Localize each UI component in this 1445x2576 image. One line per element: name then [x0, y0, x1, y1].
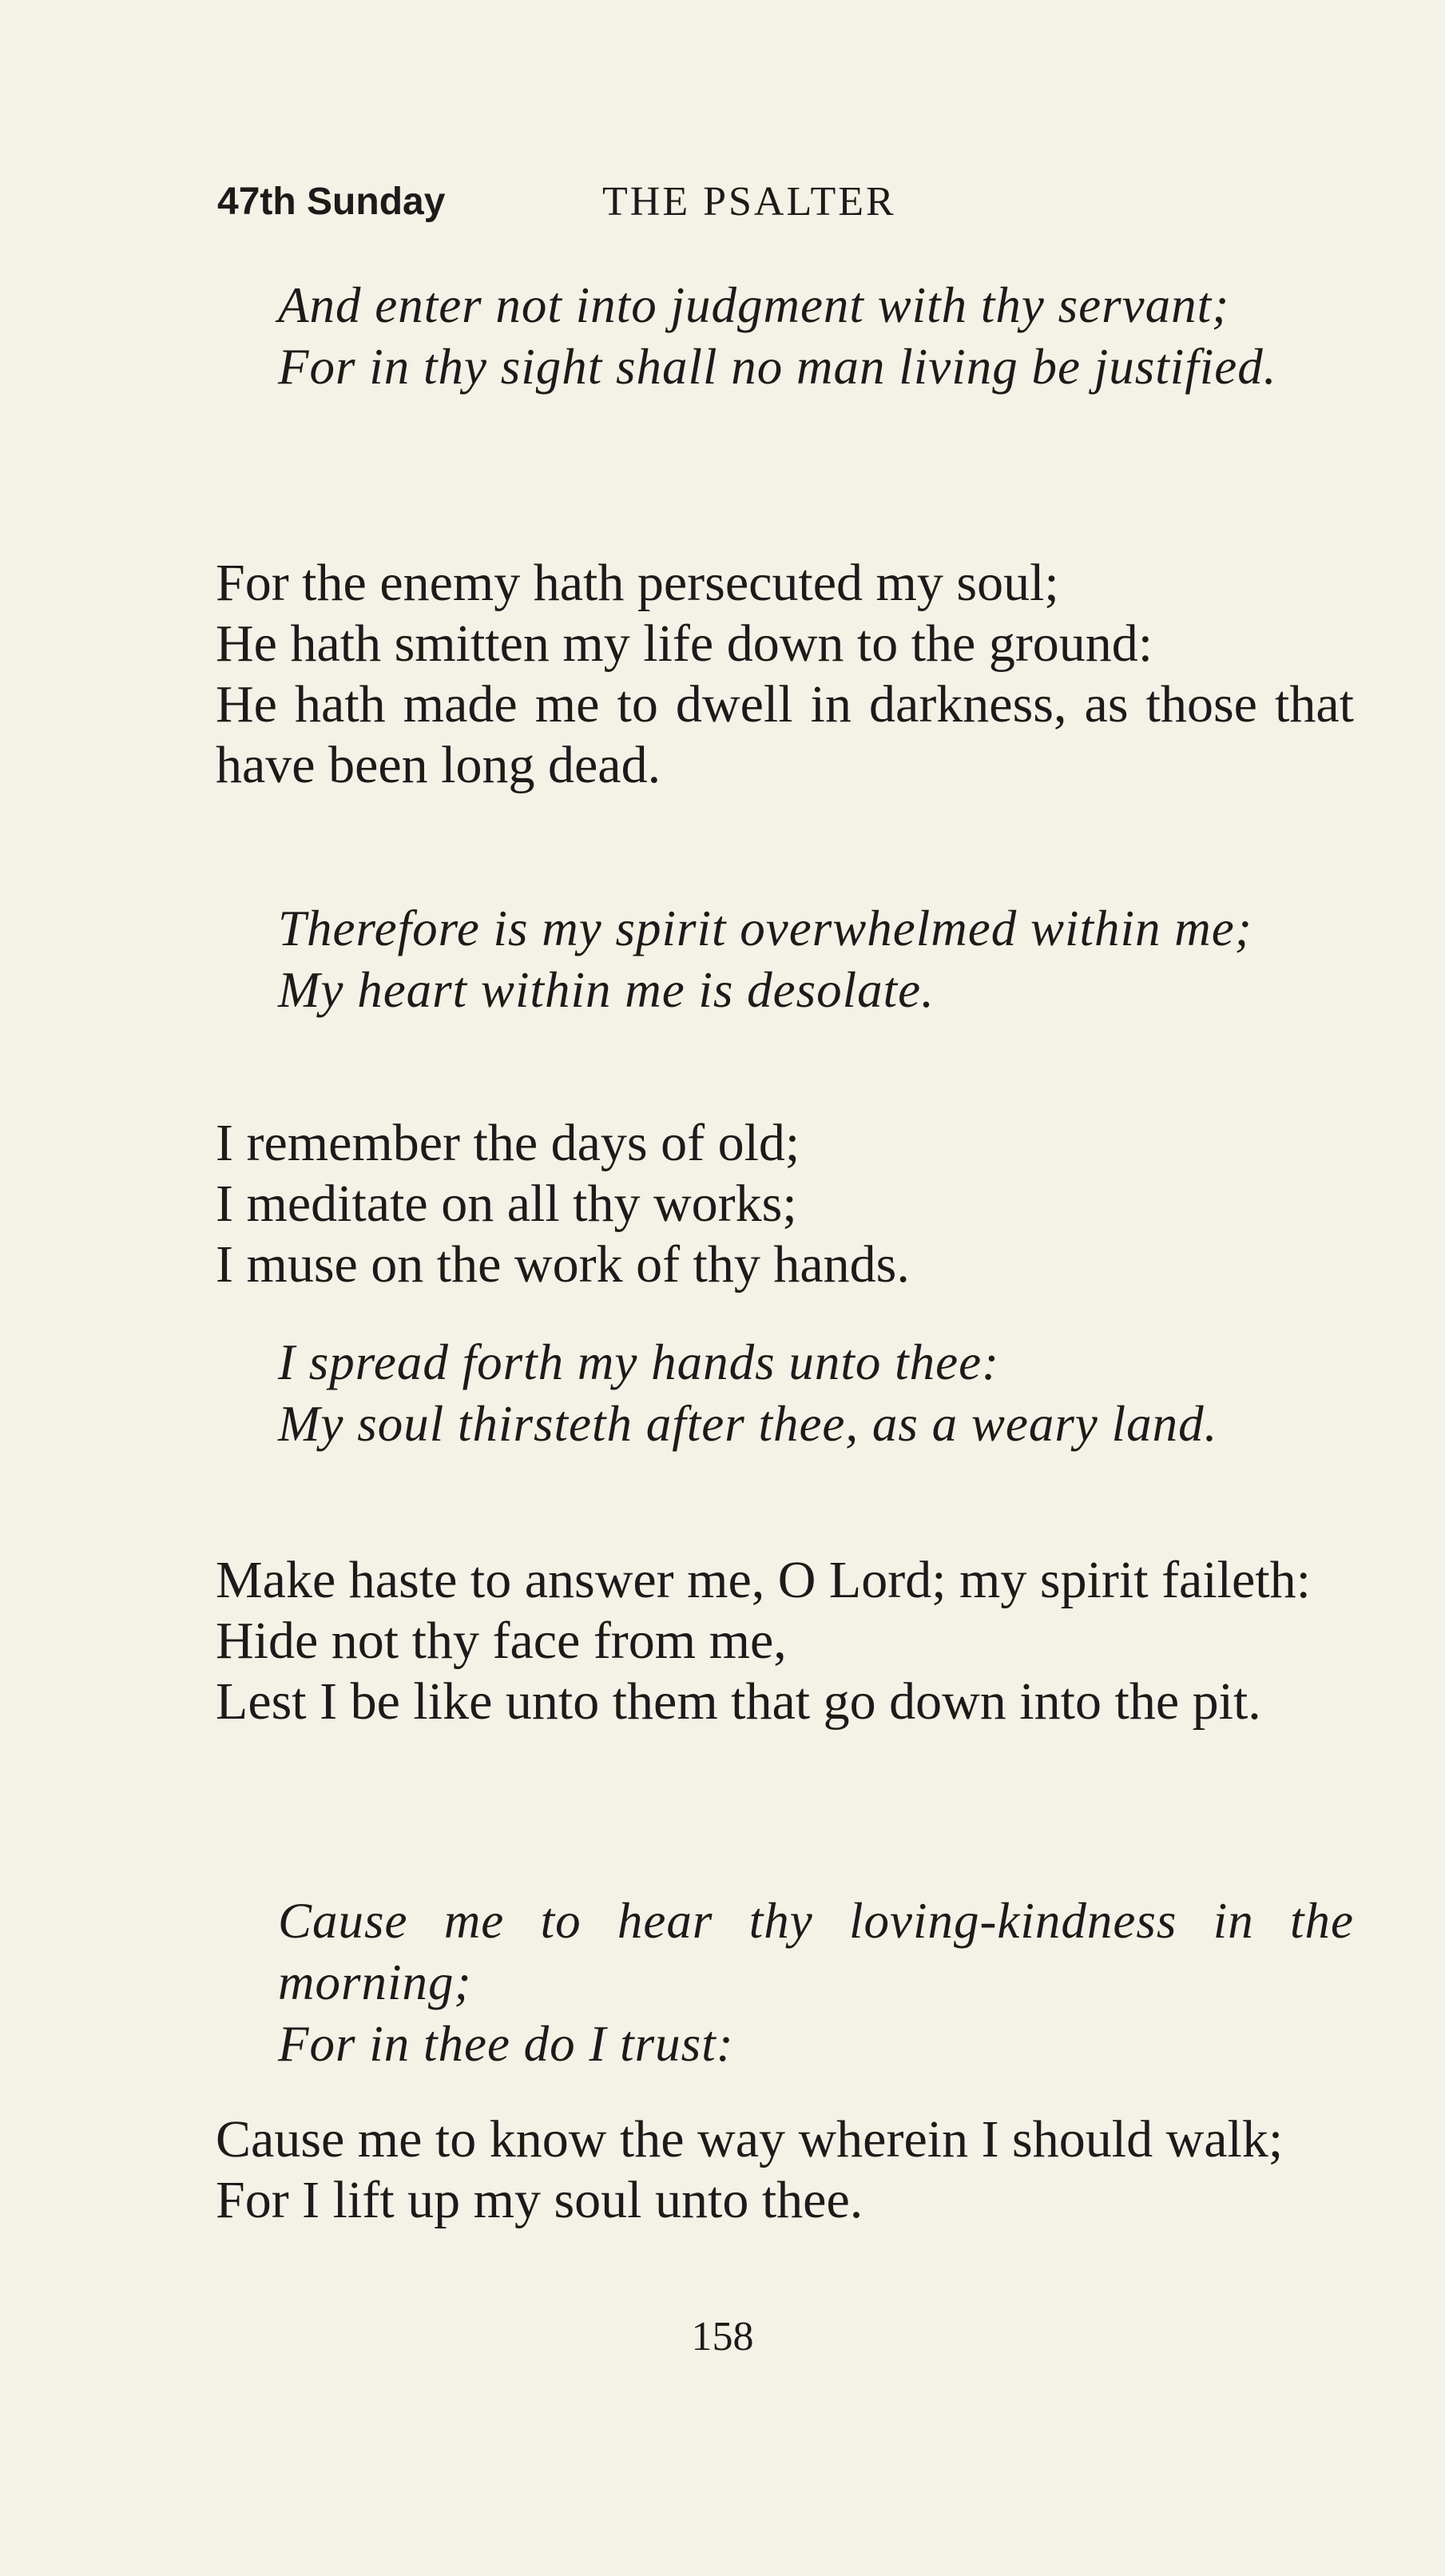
- verse-line: My heart within me is desolate.: [278, 962, 935, 1018]
- verse-line: He hath made me to dwell in darkness, as those that have been long dead.: [216, 675, 1354, 794]
- verse-line: Hide not thy face from me,: [216, 1612, 787, 1670]
- verse-8: [216, 2109, 1354, 2231]
- running-title: THE PSALTER: [602, 179, 896, 225]
- verse-1: [278, 275, 1354, 398]
- verse-2: [216, 553, 1354, 796]
- verse-line: Lest I be like unto them that go down into the pit.: [216, 1672, 1261, 1731]
- verse-line: For in thee do I trust:: [278, 2016, 734, 2072]
- verse-line: He hath smitten my life down to the ground:: [216, 614, 1153, 673]
- verse-3: [278, 898, 1354, 1021]
- verse-7: [278, 1890, 1354, 2075]
- verse-6: [216, 1550, 1354, 1732]
- verse-line: I remember the days of old;: [216, 1114, 800, 1172]
- page-header: [217, 174, 1415, 230]
- verse-4: [216, 1113, 1354, 1295]
- verse-line: For in thy sight shall no man living be justified.: [278, 339, 1277, 395]
- verse-line: My soul thirsteth after thee, as a weary land.: [278, 1396, 1218, 1452]
- verse-line: Therefore is my spirit overwhelmed within me;: [278, 900, 1252, 956]
- page-number: 158: [691, 2314, 754, 2359]
- verse-line: I spread forth my hands unto thee:: [278, 1334, 1000, 1390]
- verse-line: I muse on the work of thy hands.: [216, 1235, 910, 1294]
- section-label: 47th Sunday: [217, 181, 446, 223]
- verse-line: And enter not into judgment with thy servant;: [278, 277, 1230, 333]
- verse-line: Cause me to hear thy loving-kindness in the morning;: [278, 1893, 1354, 2010]
- verse-line: For the enemy hath persecuted my soul;: [216, 554, 1059, 612]
- verse-line: Cause me to know the way wherein I should walk;: [216, 2110, 1284, 2169]
- verse-line: I meditate on all thy works;: [216, 1175, 797, 1233]
- verse-5: [278, 1332, 1354, 1455]
- verse-line: For I lift up my soul unto thee.: [216, 2171, 863, 2229]
- verse-line: Make haste to answer me, O Lord; my spirit faileth:: [216, 1551, 1311, 1609]
